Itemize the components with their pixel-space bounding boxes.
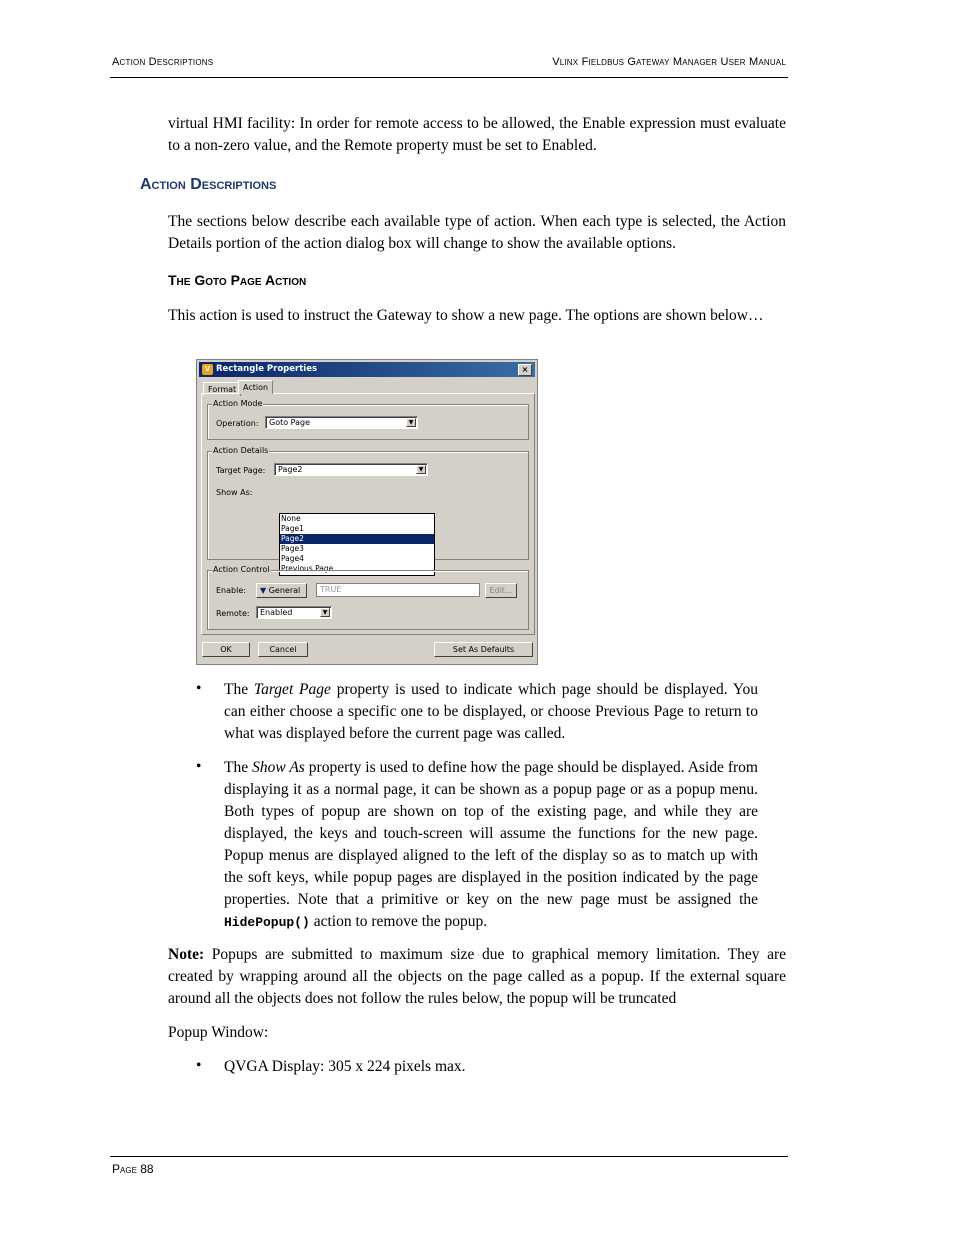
dropdown-option-none[interactable]: None [281, 514, 301, 523]
rectangle-properties-dialog [196, 359, 538, 665]
enable-expression-field[interactable]: TRUE [316, 583, 480, 597]
operation-value: Goto Page [269, 418, 311, 427]
enable-label: Enable: [216, 586, 246, 595]
action-mode-label: Action Mode [213, 399, 263, 408]
bullet-text-suffix: action to remove the popup. [309, 913, 488, 930]
app-icon: V [202, 364, 213, 375]
operation-label: Operation: [216, 419, 259, 428]
show-as-label: Show As: [216, 488, 253, 497]
section-heading: Action Descriptions [140, 176, 277, 193]
tab-action[interactable]: Action [238, 380, 273, 394]
bullet-text-prefix: The [224, 759, 253, 776]
remote-label: Remote: [216, 609, 250, 618]
action-mode-group [207, 399, 529, 440]
dropdown-option-page1[interactable]: Page1 [281, 524, 304, 533]
dropdown-option-page3[interactable]: Page3 [281, 544, 304, 553]
section-paragraph: The sections below describe each available type of action. When each type is selected, the Action Details portion of the action dialog box will change to show the available options. [168, 213, 786, 252]
target-page-label: Target Page: [216, 466, 266, 475]
note-text: Popups are submitted to maximum size due to graphical memory limitation. They are created by wrapping around all the objects on the page called as a popup. If the external square around all the objects does not follow the rules below, the popup will be truncated [168, 946, 786, 1007]
bullet-text-body: property is used to define how the page should be displayed. Aside from displaying it as a normal page, it can be shown as a popup page or as a popup menu. Both types of popup are shown on top of the existing page, and while they are displayed, the keys and touch-screen will assume the functions for the new page. Popup menus are displayed aligned to the left of the display so as to match up with the soft keys, while popup pages are displayed in the position indicated by the page properties. Note that a primitive or key on the new page must be assigned the [224, 759, 758, 908]
action-control-label: Action Control [213, 565, 270, 574]
header-rule [110, 77, 788, 78]
bullet-text-prefix: The [224, 681, 254, 698]
bullet-marker: • [196, 680, 202, 697]
term-target-page: Target Page [253, 681, 331, 698]
subsection-heading: The Goto Page Action [168, 272, 307, 288]
page-number: Page 88 [112, 1162, 154, 1176]
edit-button[interactable]: Edit... [485, 583, 517, 598]
remote-select[interactable] [256, 606, 332, 619]
footer-rule [110, 1156, 788, 1157]
popup-window-label: Popup Window: [168, 1024, 269, 1041]
bullet-marker: • [196, 1057, 202, 1074]
target-page-dropdown-list[interactable] [279, 513, 435, 576]
qvga-bullet: QVGA Display: 305 x 224 pixels max. [224, 1058, 466, 1075]
target-page-select[interactable] [274, 463, 428, 476]
action-details-label: Action Details [213, 446, 269, 455]
close-icon[interactable]: × [518, 364, 532, 376]
show-as-bullet [224, 757, 758, 934]
dialog-titlebar [199, 362, 535, 377]
subsection-paragraph: This action is used to instruct the Gateway to show a new page. The options are shown below… [168, 307, 764, 324]
running-header-right: Vlinx Fieldbus Gateway Manager User Manual [552, 56, 786, 68]
chevron-down-icon[interactable]: ▼ [416, 465, 426, 474]
remote-value: Enabled [260, 608, 293, 617]
dropdown-option-previous-page[interactable]: Previous Page [281, 564, 334, 573]
operation-select[interactable] [265, 416, 418, 429]
target-page-bullet [224, 679, 758, 745]
bullet-text-body: property is used to indicate which page should be displayed. You can either choose a specific one to be displayed, or choose Previous Page to return to what was displayed before the current page was called. [224, 681, 758, 742]
dropdown-arrow-icon: ▼ [260, 586, 267, 595]
enable-mode-button[interactable] [256, 583, 307, 598]
chevron-down-icon[interactable]: ▼ [320, 608, 330, 617]
note-label: Note: [168, 946, 205, 963]
ok-button[interactable]: OK [202, 642, 250, 657]
tab-format[interactable]: Format [203, 382, 241, 396]
cancel-button[interactable]: Cancel [258, 642, 308, 657]
enable-mode-value: General [268, 586, 301, 595]
intro-paragraph: virtual HMI facility: In order for remote access to be allowed, the Enable expression must evaluate to a non-zero value, and the Remote property must be set to Enabled. [168, 115, 786, 154]
running-header-left: Action Descriptions [112, 56, 214, 68]
term-show-as: Show As [252, 759, 305, 776]
dropdown-option-page4[interactable]: Page4 [281, 554, 304, 563]
bullet-marker: • [196, 758, 202, 775]
dialog-title: Rectangle Properties [216, 364, 318, 374]
target-page-value: Page2 [278, 465, 303, 474]
code-hidepopup: HidePopup() [224, 915, 310, 930]
dropdown-option-page2[interactable]: Page2 [280, 534, 434, 544]
note-paragraph [168, 944, 786, 1010]
set-as-defaults-button[interactable]: Set As Defaults [434, 642, 533, 657]
chevron-down-icon[interactable]: ▼ [406, 418, 416, 427]
action-panel [201, 393, 535, 635]
